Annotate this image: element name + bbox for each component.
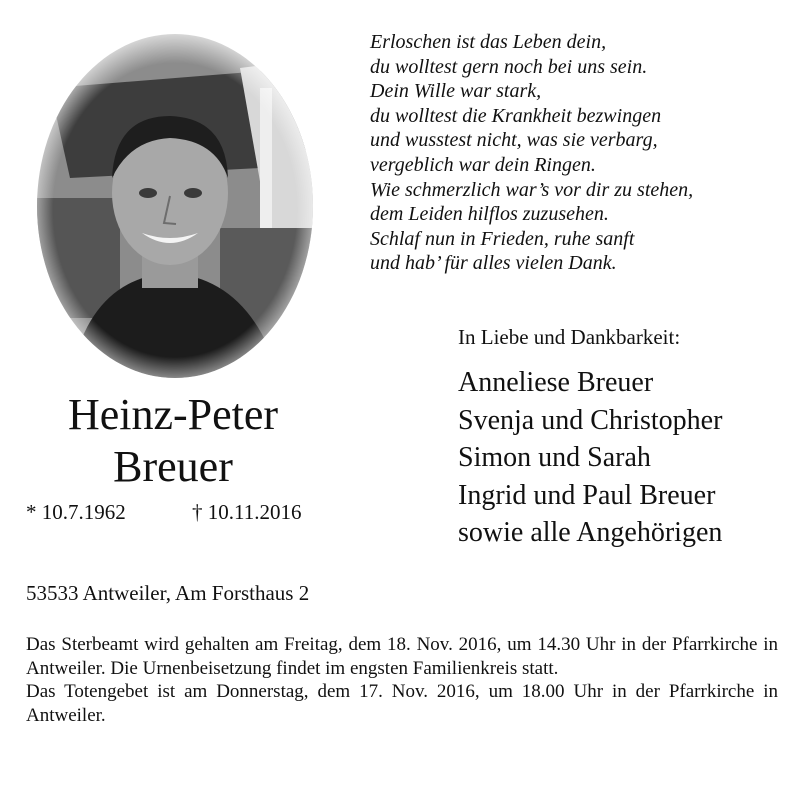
- deceased-last-name: Breuer: [113, 442, 233, 491]
- poem-line: Schlaf nun in Frieden, ruhe sanft: [370, 227, 635, 250]
- notice-paragraph: Das Sterbeamt wird gehalten am Freitag, dem 18. Nov. 2016, um 14.30 Uhr in der Pfarrkirche in Antweiler. Die Urnenbeisetzung findet im engsten Familienkreis statt.: [26, 634, 778, 679]
- poem-line: vergeblich war dein Ringen.: [370, 153, 596, 176]
- deceased-name: [18, 389, 328, 493]
- birth-date: * 10.7.1962: [26, 500, 126, 524]
- address: 53533 Antweiler, Am Forsthaus 2: [26, 581, 310, 605]
- mourner-name: Simon und Sarah: [458, 442, 651, 473]
- poem-line: du wolltest die Krankheit bezwingen: [370, 104, 662, 127]
- service-notice: [26, 633, 778, 727]
- mourner-name: Anneliese Breuer: [458, 367, 654, 398]
- notice-paragraph: Das Totengebet ist am Donnerstag, dem 17. Nov. 2016, um 18.00 Uhr in der Pfarrkirche in Antweiler.: [26, 681, 778, 726]
- poem-line: Wie schmerzlich war’s vor dir zu stehen,: [370, 178, 694, 201]
- mourner-name: sowie alle Angehörigen: [458, 517, 723, 548]
- poem: [370, 30, 790, 276]
- portrait-photo-illustration: [30, 28, 320, 378]
- poem-line: du wolltest gern noch bei uns sein.: [370, 55, 648, 78]
- deceased-first-name: Heinz-Peter: [67, 390, 279, 439]
- mourners-heading: In Liebe und Dankbarkeit:: [458, 325, 681, 349]
- mourner-name: Svenja und Christopher: [458, 404, 723, 436]
- mourners-list: [458, 364, 722, 552]
- poem-line: dem Leiden hilflos zuzusehen.: [370, 203, 609, 226]
- death-date: † 10.11.2016: [192, 500, 302, 524]
- poem-line: Dein Wille war stark,: [370, 80, 542, 103]
- poem-line: und wusstest nicht, was sie verbarg,: [370, 129, 658, 152]
- poem-line: und hab’ für alles vielen Dank.: [370, 252, 617, 275]
- mourner-name: Ingrid und Paul Breuer: [458, 479, 716, 511]
- poem-line: Erloschen ist das Leben dein,: [370, 31, 607, 53]
- portrait-photo: [30, 28, 320, 378]
